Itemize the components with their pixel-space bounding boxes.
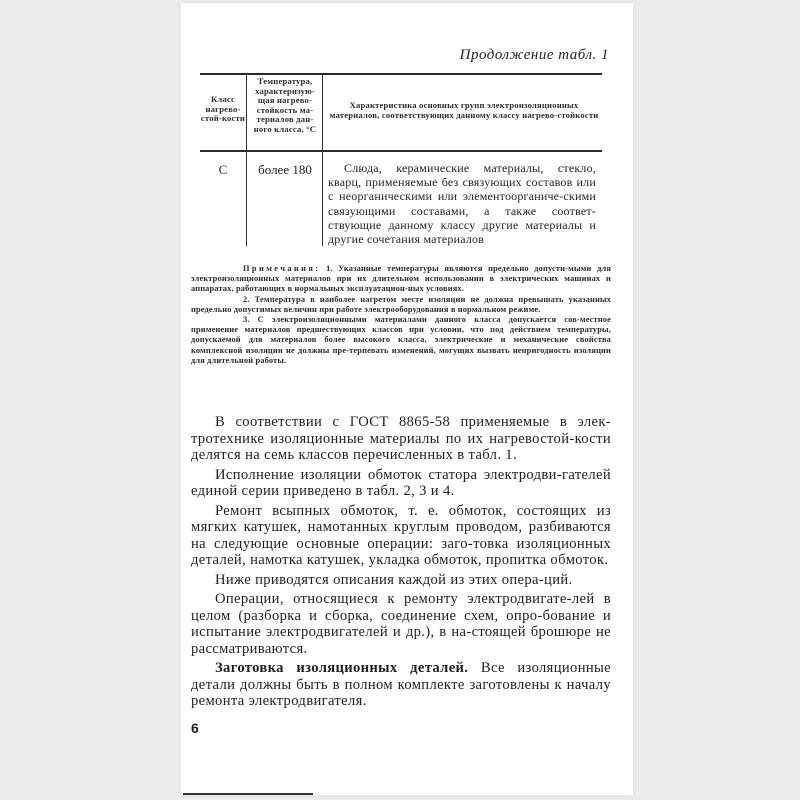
table-top-rule [200,73,602,75]
table-header-rule [200,150,602,152]
cell-temperature: более 180 [258,162,312,177]
body-text [191,414,611,713]
cell-class: С [218,162,228,177]
header-temperature: Температура, характеризую-щая нагрево-стойкость ма-териалов дан-ного класса, °С [253,76,317,134]
note-item: Примечания: 1. Указанные температуры являются предельно допусти-мыми для электроизоляционных материалов при их длительном использовании в электрических машинах и аппаратах, работающих в нормальных эксплуатацион-ных условиях. [191,264,611,294]
paragraph: Ремонт всыпных обмоток, т. е. обмоток, состоящих из мягких катушек, намотанных круглым проводом, разбиваются на следующие основные операции: заго-товка изоляционных деталей, намотка катушек, укладка обмоток, пропитка обмоток. [191,502,611,568]
document-page [181,3,633,795]
materials-table [200,73,602,247]
column-divider [246,74,247,246]
cell-description: Слюда, керамические материалы, стекло, кварц, применяемые без связующих составов или с неорганическими или элементоорганиче-скими связующими составами, а также соответ-ствующие данному классу другие материалы и другие сочетания материалов [328,161,596,247]
continuation-title: Продолжение табл. 1 [459,47,609,63]
header-characteristic: Характеристика основных групп электроизоляционных материалов, соответствующих данному классу нагрево-стойкости [329,100,599,120]
paragraph: Ниже приводятся описания каждой из этих опера-ций. [215,571,573,588]
column-divider [322,74,323,246]
bottom-edge-rule [183,793,313,795]
paragraph: Исполнение изоляции обмоток статора электродви-гателей единой серии приведено в табл. 2, 3 и 4. [191,466,611,499]
note-item: 2. Температура в наиболее нагретом месте изоляции не должна превышать указанных предельно допустимых величин при работе электрооборудования в нормальном режиме. [191,294,611,314]
section-heading: Заготовка изоляционных деталей. [215,660,469,676]
page-number: 6 [191,720,199,736]
note-item: 3. С электроизоляционными материалами данного класса допускается сов-местное применение материалов предшествующих классов при условии, что под действием температуры, допускаемой для материалов более высокого класса, электрические и механические свойства комплексной изоляции не должны пре-терпевать изменений, могущих вызвать непригодность изоляции для длительной работы. [191,315,611,365]
paragraph: В соответствии с ГОСТ 8865-58 применяемые в элек-тротехнике изоляционные материалы по их нагревостой-кости делятся на семь классов перечисленных в табл. 1. [191,414,611,463]
table-notes [191,264,611,366]
notes-label: Примечания: [243,264,321,273]
paragraph: Заготовка изоляционных деталей. Все изоляционные детали должны быть в полном комплекте заготовлены к началу ремонта электродвигателя. [191,660,611,709]
paragraph: Операции, относящиеся к ремонту электродвигате-лей в целом (разборка и сборка, соединение схем, опро-бование и испытание электродвигателей и др.), в на-стоящей брошюре не рассматриваются. [191,591,611,657]
header-class: Класс нагрево-стой-кости [200,94,246,124]
